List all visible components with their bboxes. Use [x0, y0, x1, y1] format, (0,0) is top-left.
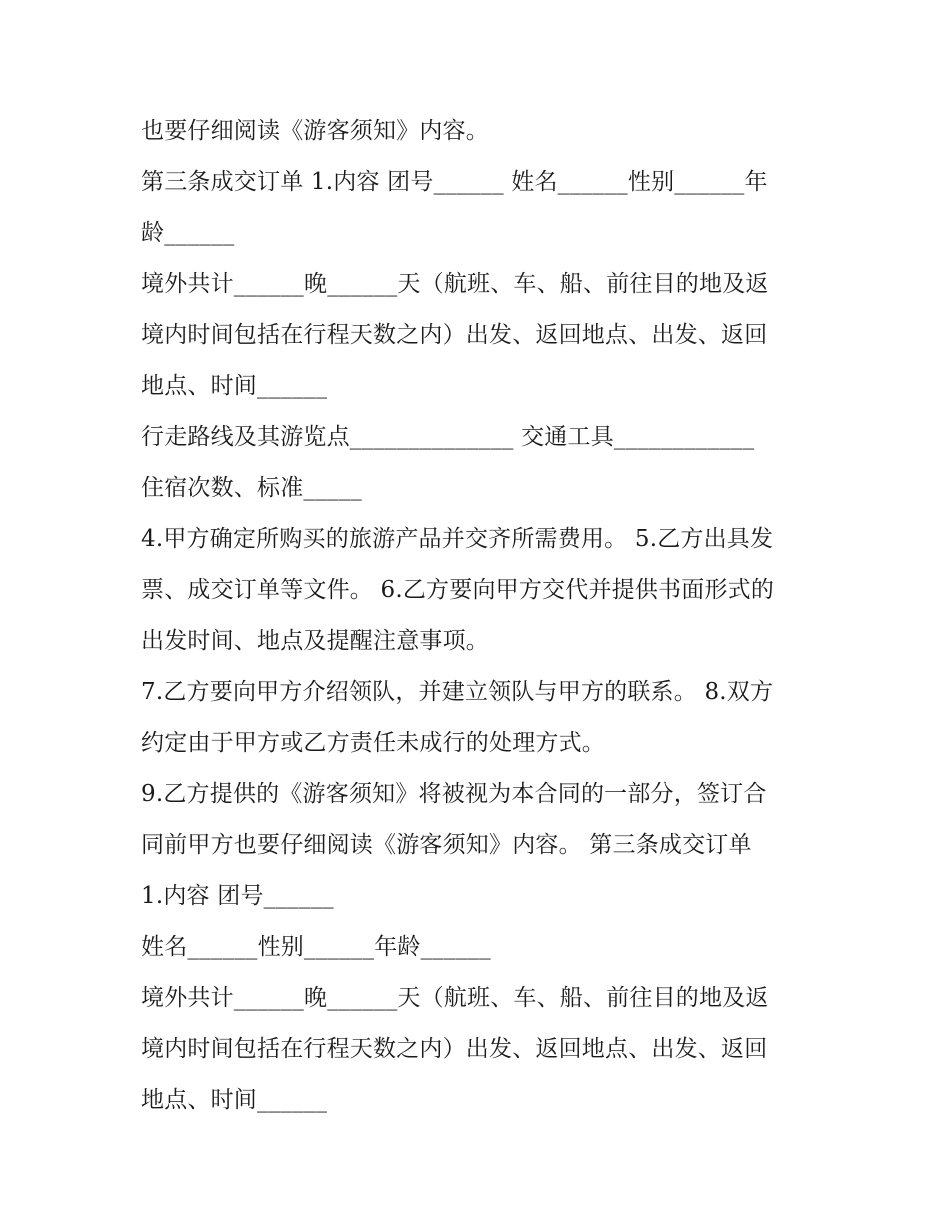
text-line-5: 境内时间包括在行程天数之内）出发、返回地点、出发、返回 [141, 322, 768, 348]
text-line-9: 4.甲方确定所购买的旅游产品并交齐所需费用。 5.乙方出具发 [141, 526, 774, 552]
text-line-19: 境内时间包括在行程天数之内）出发、返回地点、出发、返回 [141, 1036, 768, 1062]
text-line-20: 地点、时间______ [141, 1087, 328, 1113]
text-line-1: 也要仔细阅读《游客须知》内容。 [141, 118, 489, 144]
text-line-3: 龄______ [141, 220, 235, 246]
text-line-12: 7.乙方要向甲方介绍领队，并建立领队与甲方的联系。 8.双方 [141, 679, 774, 705]
text-line-11: 出发时间、地点及提醒注意事项。 [141, 628, 489, 654]
text-line-17: 姓名______性别______年龄______ [141, 934, 491, 960]
text-line-7: 行走路线及其游览点______________ 交通工具____________ [141, 424, 755, 450]
text-line-4: 境外共计______晚______天（航班、车、船、前往目的地及返 [141, 271, 769, 297]
text-line-16: 1.内容 团号______ [141, 883, 334, 909]
text-line-8: 住宿次数、标准_____ [141, 475, 362, 501]
text-line-15: 同前甲方也要仔细阅读《游客须知》内容。 第三条成交订单 [141, 832, 752, 858]
text-line-13: 约定由于甲方或乙方责任未成行的处理方式。 [141, 730, 605, 756]
text-line-2: 第三条成交订单 1.内容 团号______ 姓名______性别______年 [141, 169, 768, 195]
text-line-18: 境外共计______晚______天（航班、车、船、前往目的地及返 [141, 985, 769, 1011]
document-body [141, 106, 821, 1126]
text-line-6: 地点、时间______ [141, 373, 328, 399]
text-line-14: 9.乙方提供的《游客须知》将被视为本合同的一部分，签订合 [141, 781, 767, 807]
text-line-10: 票、成交订单等文件。 6.乙方要向甲方交代并提供书面形式的 [141, 577, 775, 603]
